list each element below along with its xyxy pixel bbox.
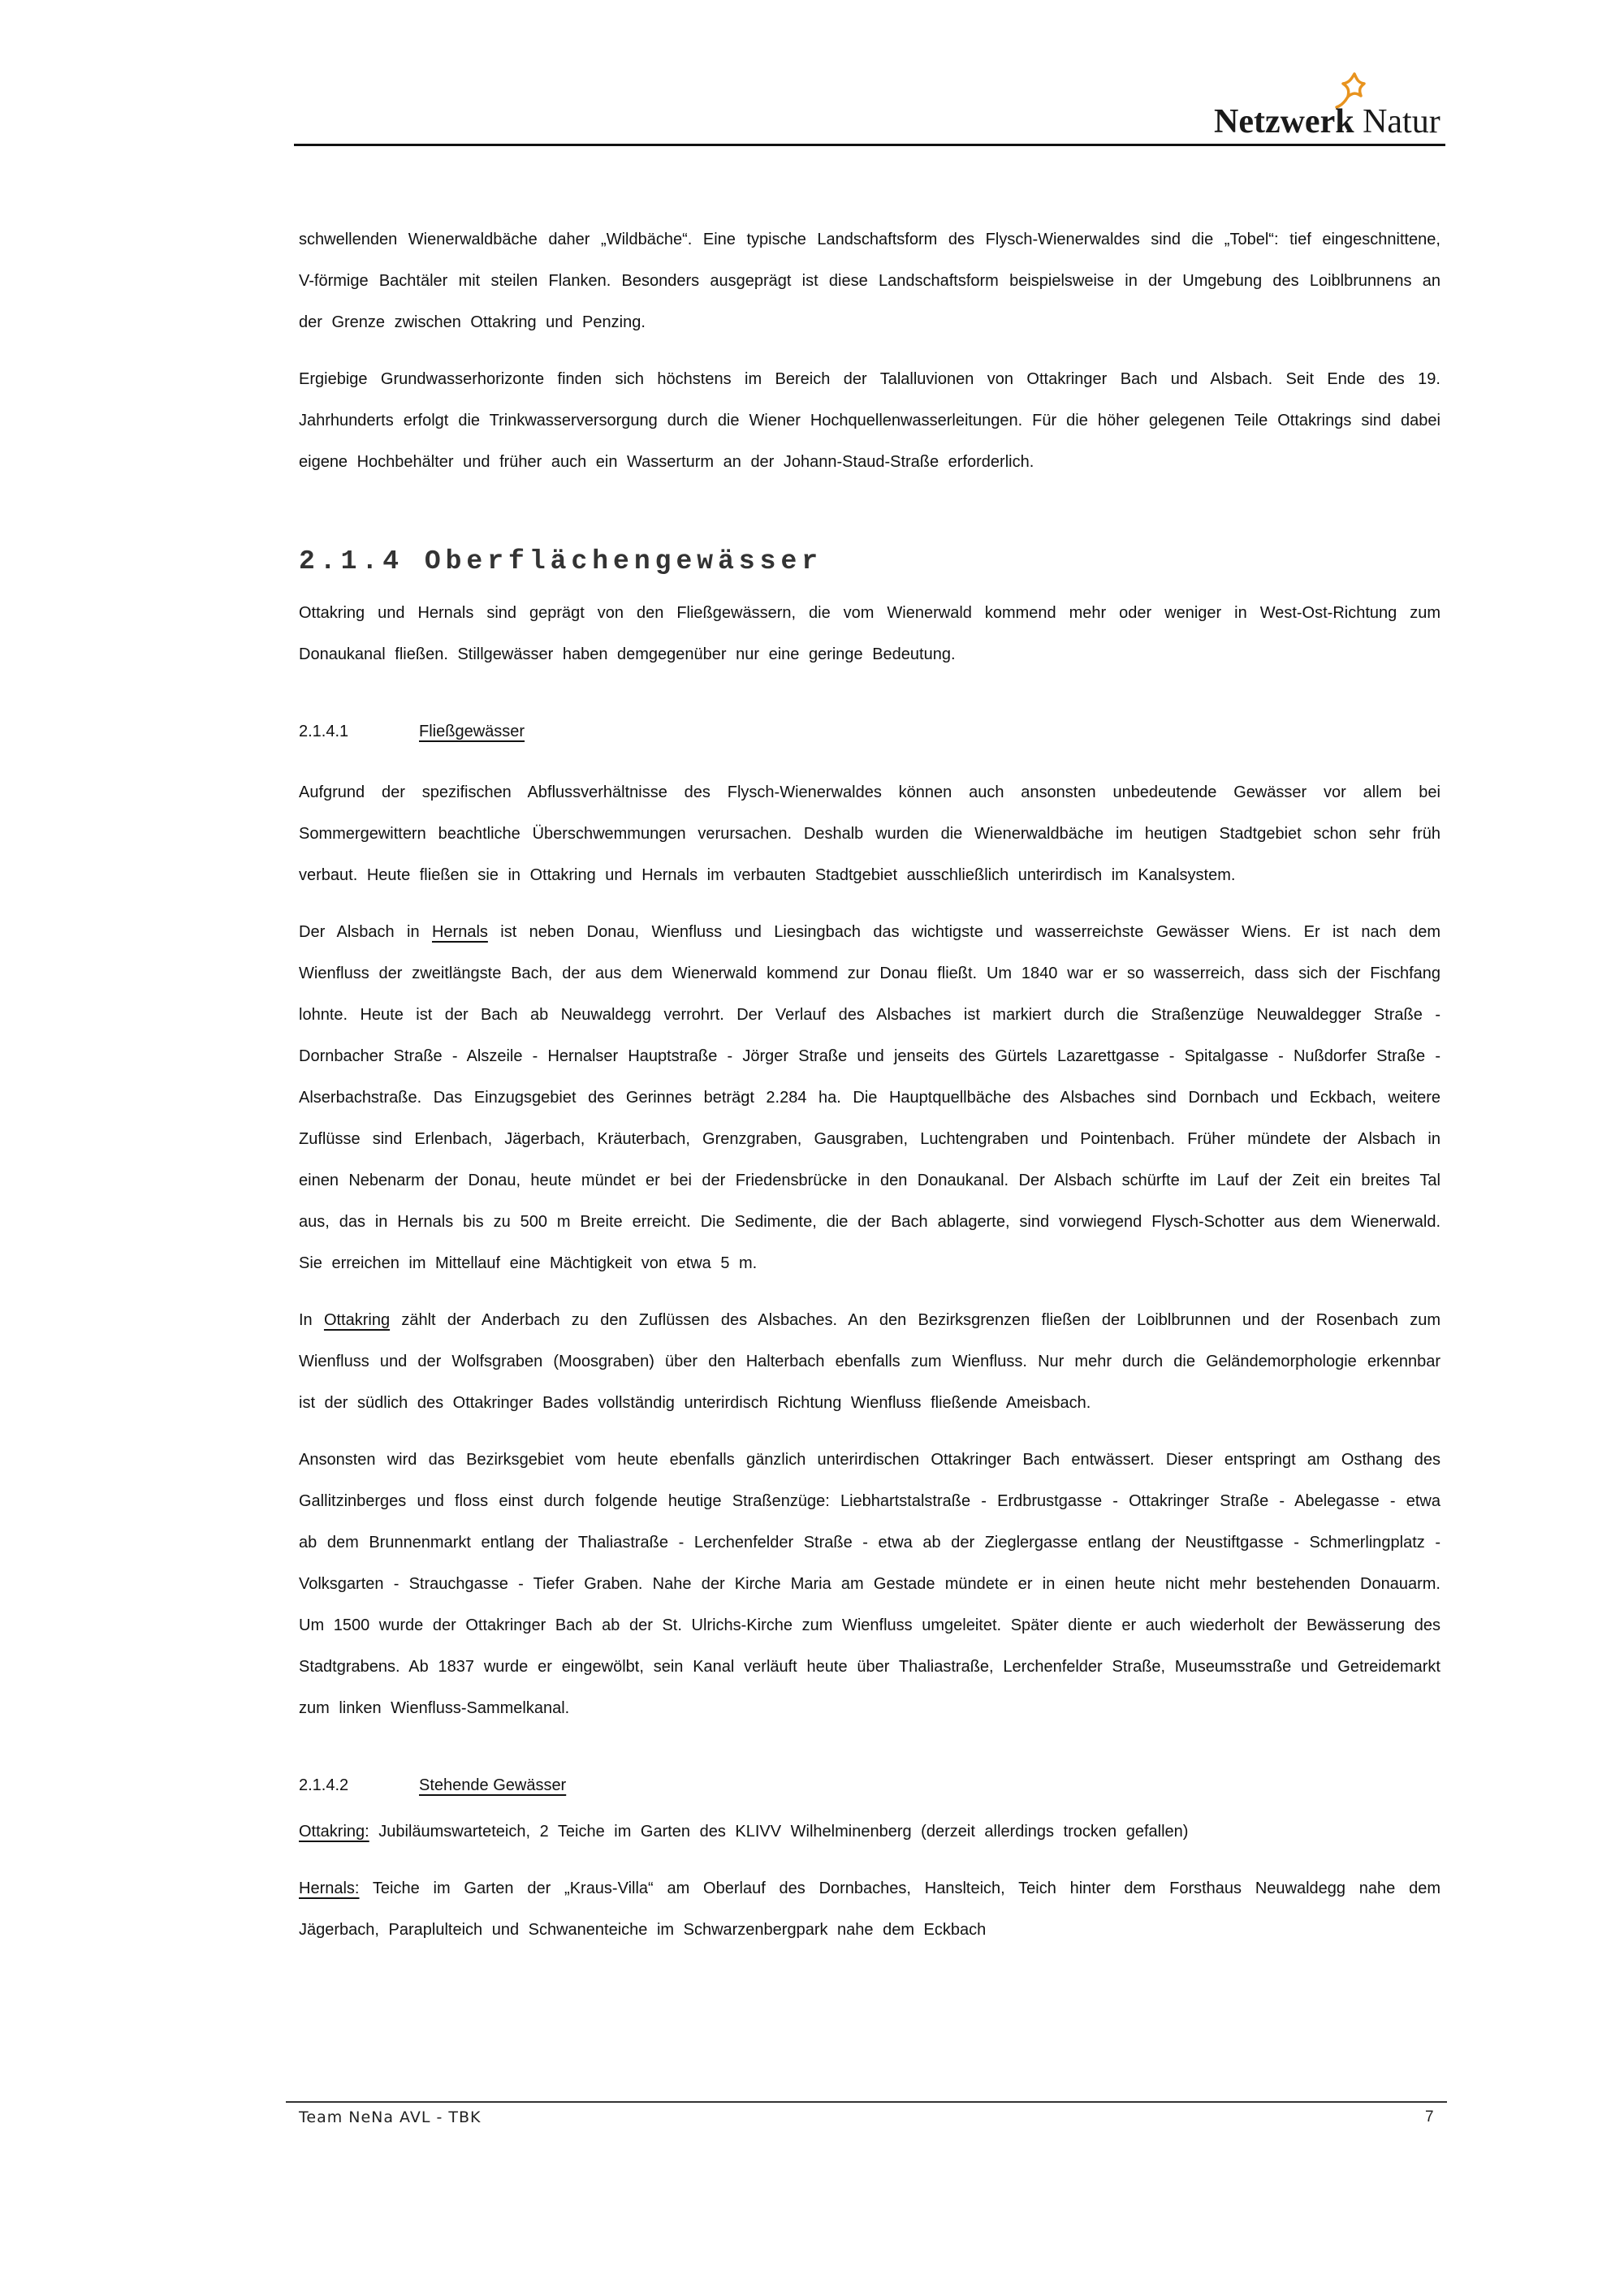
paragraph: schwellenden Wienerwaldbäche daher „Wildbäche“. Eine typische Landschaftsform des Flysch-Wienerwaldes sind die „Tobel“: tief eingeschnittene, V-förmige Bachtäler mit steilen Flanken. Besonders ausgeprägt ist diese Landschaftsform beispielsweise in der Umgebung des Loiblbrunnens an der Grenze zwischen Ottakring und Penzing. <box>299 231 1440 331</box>
paragraph-ottakring-ponds <box>299 1811 1440 1853</box>
text: Jubiläumswarteteich, 2 Teiche im Garten des KLIVV Wilhelminenberg (derzeit allerdings trocken gefallen) <box>369 1823 1189 1841</box>
section-title: 2.1.4 Oberflächengewässer <box>299 546 823 576</box>
hernals-label: Hernals: <box>299 1880 360 1897</box>
logo-bold-text: Netzwerk <box>1214 103 1354 140</box>
paragraph-hernals-ponds <box>299 1868 1440 1951</box>
logo <box>1214 71 1449 140</box>
page-content <box>299 219 1440 1951</box>
subsection-number: 2.1.4.1 <box>299 723 349 740</box>
paragraph: Aufgrund der spezifischen Abflussverhältnisse des Flysch-Wienerwaldes können auch ansonsten unbedeutende Gewässer vor allem bei Sommergewittern beachtliche Überschwemmungen verursachen. Deshalb wurden die Wienerwaldbäche im heutigen Stadtgebiet schon sehr früh verbaut. Heute fließen sie in Ottakring und Hernals im verbauten Stadtgebiet ausschließlich unterirdisch im Kanalsystem. <box>299 783 1440 884</box>
paragraph-alsbach <box>299 912 1440 1284</box>
footer-team: Team NeNa AVL - TBK <box>299 2108 482 2126</box>
page-number: 7 <box>1425 2108 1434 2126</box>
header-rule <box>294 144 1445 146</box>
logo-wordmark <box>1214 102 1440 141</box>
ottakring-link[interactable]: Ottakring <box>323 1311 391 1329</box>
subsection-heading-fliessgewaesser <box>299 723 1440 741</box>
logo-regular-text: Natur <box>1363 103 1440 140</box>
text: Teiche im Garten der „Kraus-Villa“ am Oberlauf des Dornbaches, Hanslteich, Teich hinter dem Forsthaus Neuwaldegg nahe dem Jägerbach, Paraplulteich und Schwanenteiche im Schwarzenbergpark nahe dem Eckbach <box>299 1880 1440 1939</box>
text: Der Alsbach in <box>299 923 432 941</box>
subsection-heading-stehende-gewaesser <box>299 1776 1440 1795</box>
text: In <box>299 1311 324 1329</box>
footer-rule <box>286 2101 1447 2103</box>
ottakring-label: Ottakring: <box>299 1823 369 1841</box>
text: ist neben Donau, Wienfluss und Liesingbach das wichtigste und wasserreichste Gewässer Wiens. Er ist nach dem Wienfluss der zweitlängste Bach, der aus dem Wienerwald kommend zur Donau fließt. Um 1840 war er so wasserreich, dass sich der Fischfang lohnte. Heute ist der Bach ab Neuwaldegg verrohrt. Der Verlauf des Alsbaches ist markiert durch die Straßenzüge Neuwaldegger Straße - Dornbacher Straße - Alszeile - Hernalser Hauptstraße - Jörger Straße und jenseits des Gürtels Lazarettgasse - Spitalgasse - Nußdorfer Straße - Alserbachstraße. Das Einzugsgebiet des Gerinnes beträgt 2.284 ha. Die Hauptquellbäche des Alsbaches sind Dornbach und Eckbach, weitere Zuflüsse sind Erlenbach, Jägerbach, Kräuterbach, Grenzgraben, Gausgraben, Luchtengraben und Pointenbach. Früher mündete der Alsbach in einen Nebenarm der Donau, heute mündet er bei der Friedensbrücke in den Donaukanal. Der Alsbach schürfte im Lauf der Zeit ein breites Tal aus, das in Hernals bis zu 500 m Breite erreicht. Die Sedimente, die der Bach ablagerte, sind vorwiegend Flysch-Schotter aus dem Wienerwald. Sie erreichen im Mittellauf eine Mächtigkeit von etwa 5 m. <box>299 923 1440 1272</box>
subsection-title: Fließgewässer <box>419 723 525 740</box>
paragraph: Ergiebige Grundwasserhorizonte finden sich höchstens im Bereich der Talalluvionen von Ottakringer Bach und Alsbach. Seit Ende des 19. Jahrhunderts erfolgt die Trinkwasserversorgung durch die Wiener Hochquellenwasserleitungen. Für die höher gelegenen Teile Ottakrings sind dabei eigene Hochbehälter und früher auch ein Wasserturm an der Johann-Staud-Straße erforderlich. <box>299 370 1440 471</box>
hernals-link[interactable]: Hernals <box>431 923 488 941</box>
section-intro: Ottakring und Hernals sind geprägt von den Fließgewässern, die vom Wienerwald kommend mehr oder weniger in West-Ost-Richtung zum Donaukanal fließen. Stillgewässer haben demgegenüber nur eine geringe Bedeutung. <box>299 604 1440 663</box>
subsection-number: 2.1.4.2 <box>299 1776 349 1794</box>
subsection-title: Stehende Gewässer <box>419 1776 567 1794</box>
text: zählt der Anderbach zu den Zuflüssen des Alsbaches. An den Bezirksgrenzen fließen der Loiblbrunnen und der Rosenbach zum Wienfluss und der Wolfsgraben (Moosgraben) über den Halterbach ebenfalls zum Wienfluss. Nur mehr durch die Geländemorphologie erkennbar ist der südlich des Ottakringer Bades vollständig unterirdisch Richtung Wienfluss fließende Ameisbach. <box>299 1311 1440 1412</box>
paragraph: Ansonsten wird das Bezirksgebiet vom heute ebenfalls gänzlich unterirdischen Ottakringer Bach entwässert. Dieser entspringt am Osthang des Gallitzinberges und floss einst durch folgende heutige Straßenzüge: Liebhartstalstraße - Erdbrustgasse - Ottakringer Straße - Abelegasse - etwa ab dem Brunnenmarkt entlang der Thaliastraße - Lerchenfelder Straße - etwa ab der Zieglergasse entlang der Neustiftgasse - Schmerlingplatz - Volksgarten - Strauchgasse - Tiefer Graben. Nahe der Kirche Maria am Gestade mündete er in einen heute nicht mehr bestehenden Donauarm. Um 1500 wurde der Ottakringer Bach ab der St. Ulrichs-Kirche zum Wienfluss umgeleitet. Später diente er auch wiederholt der Bewässerung des Stadtgrabens. Ab 1837 wurde er eingewölbt, sein Kanal verläuft heute über Thaliastraße, Lerchenfelder Straße, Museumsstraße und Getreidemarkt zum linken Wienfluss-Sammelkanal. <box>299 1451 1440 1717</box>
paragraph-ottakring <box>299 1300 1440 1424</box>
